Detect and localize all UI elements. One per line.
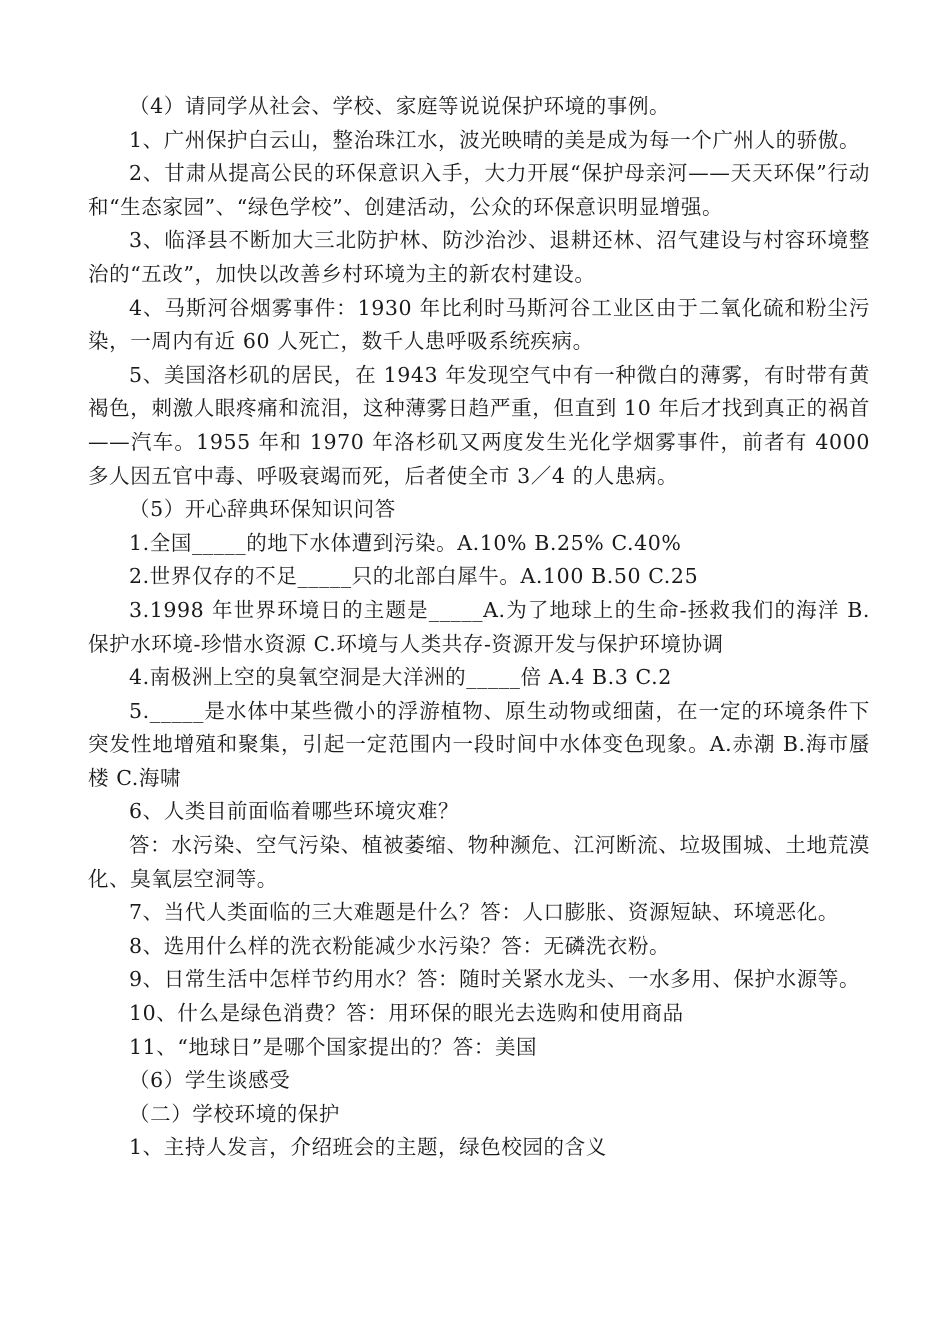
paragraph-example-1: 1、广州保护白云山，整治珠江水，波光映晴的美是成为每一个广州人的骄傲。 — [129, 127, 861, 152]
paragraph-example-4: 4、马斯河谷烟雾事件：1930 年比利时马斯河谷工业区由于二氧化硫和粉尘污染，一周内有近 60 人死亡，数千人患呼吸系统疾病。 — [88, 295, 870, 354]
paragraph-quiz-4: 4.南极洲上空的臭氧空洞是大洋洲的_____倍 A.4 B.3 C.2 — [129, 665, 672, 690]
document-page — [88, 90, 870, 1165]
paragraph-question-11: 11、“地球日”是哪个国家提出的？答：美国 — [129, 1034, 538, 1059]
paragraph-example-2: 2、甘肃从提高公民的环保意识入手，大力开展“保护母亲河——天天环保”行动和“生态家园”、“绿色学校”、创建活动，公众的环保意识明显增强。 — [88, 161, 870, 219]
paragraph-section-4: （4）请同学从社会、学校、家庭等说说保护环境的事例。 — [129, 94, 671, 118]
paragraph-question-8: 8、选用什么样的洗衣粉能减少水污染？答：无磷洗衣粉。 — [129, 933, 671, 958]
paragraph-question-10: 10、什么是绿色消费？答：用环保的眼光去选购和使用商品 — [129, 1001, 684, 1026]
paragraph-quiz-2: 2.世界仅存的不足_____只的北部白犀牛。A.100 B.50 C.25 — [129, 564, 699, 589]
paragraph-question-7: 7、当代人类面临的三大难题是什么？答：人口膨胀、资源短缺、环境恶化。 — [129, 900, 839, 925]
paragraph-question-9: 9、日常生活中怎样节约用水？答：随时关紧水龙头、一水多用、保护水源等。 — [129, 967, 861, 992]
paragraph-answer-6: 答：水污染、空气污染、植被萎缩、物种濒危、江河断流、垃圾围城、土地荒漠化、臭氧层空洞等。 — [88, 833, 870, 891]
paragraph-part-2-heading: （二）学校环境的保护 — [129, 1101, 340, 1126]
paragraph-section-5: （5）开心辞典环保知识问答 — [129, 497, 396, 522]
paragraph-part-2-item-1: 1、主持人发言，介绍班会的主题，绿色校园的含义 — [129, 1135, 607, 1160]
paragraph-quiz-3: 3.1998 年世界环境日的主题是_____A.为了地球上的生命-拯救我们的海洋 B.保护水环境-珍惜水资源 C.环境与人类共存-资源开发与保护环境协调 — [88, 597, 870, 656]
paragraph-example-5: 5、美国洛杉矶的居民，在 1943 年发现空气中有一种微白的薄雾，有时带有黄褐色，刺激人眼疼痛和流泪，这种薄雾日趋严重，但直到 10 年后才找到真正的祸首——汽车。1955 年和 1970 年洛杉矶又两度发生光化学烟雾事件，前者有 4000 多人因五官中毒、呼吸衰竭而死，后者使全市 3／4 的人患病。 — [88, 362, 870, 488]
paragraph-quiz-5: 5._____是水体中某些微小的浮游植物、原生动物或细菌，在一定的环境条件下突发性地增殖和聚集，引起一定范围内一段时间中水体变色现象。A.赤潮 B.海市蜃楼 C.海啸 — [88, 698, 870, 790]
paragraph-section-6: （6）学生谈感受 — [129, 1068, 291, 1093]
paragraph-question-6: 6、人类目前面临着哪些环境灾难？ — [129, 799, 460, 824]
paragraph-example-3: 3、临泽县不断加大三北防护林、防沙治沙、退耕还林、沼气建设与村容环境整治的“五改”，加快以改善乡村环境为主的新农村建设。 — [88, 228, 870, 286]
paragraph-quiz-1: 1.全国_____的地下水体遭到污染。A.10% B.25% C.40% — [129, 530, 682, 555]
